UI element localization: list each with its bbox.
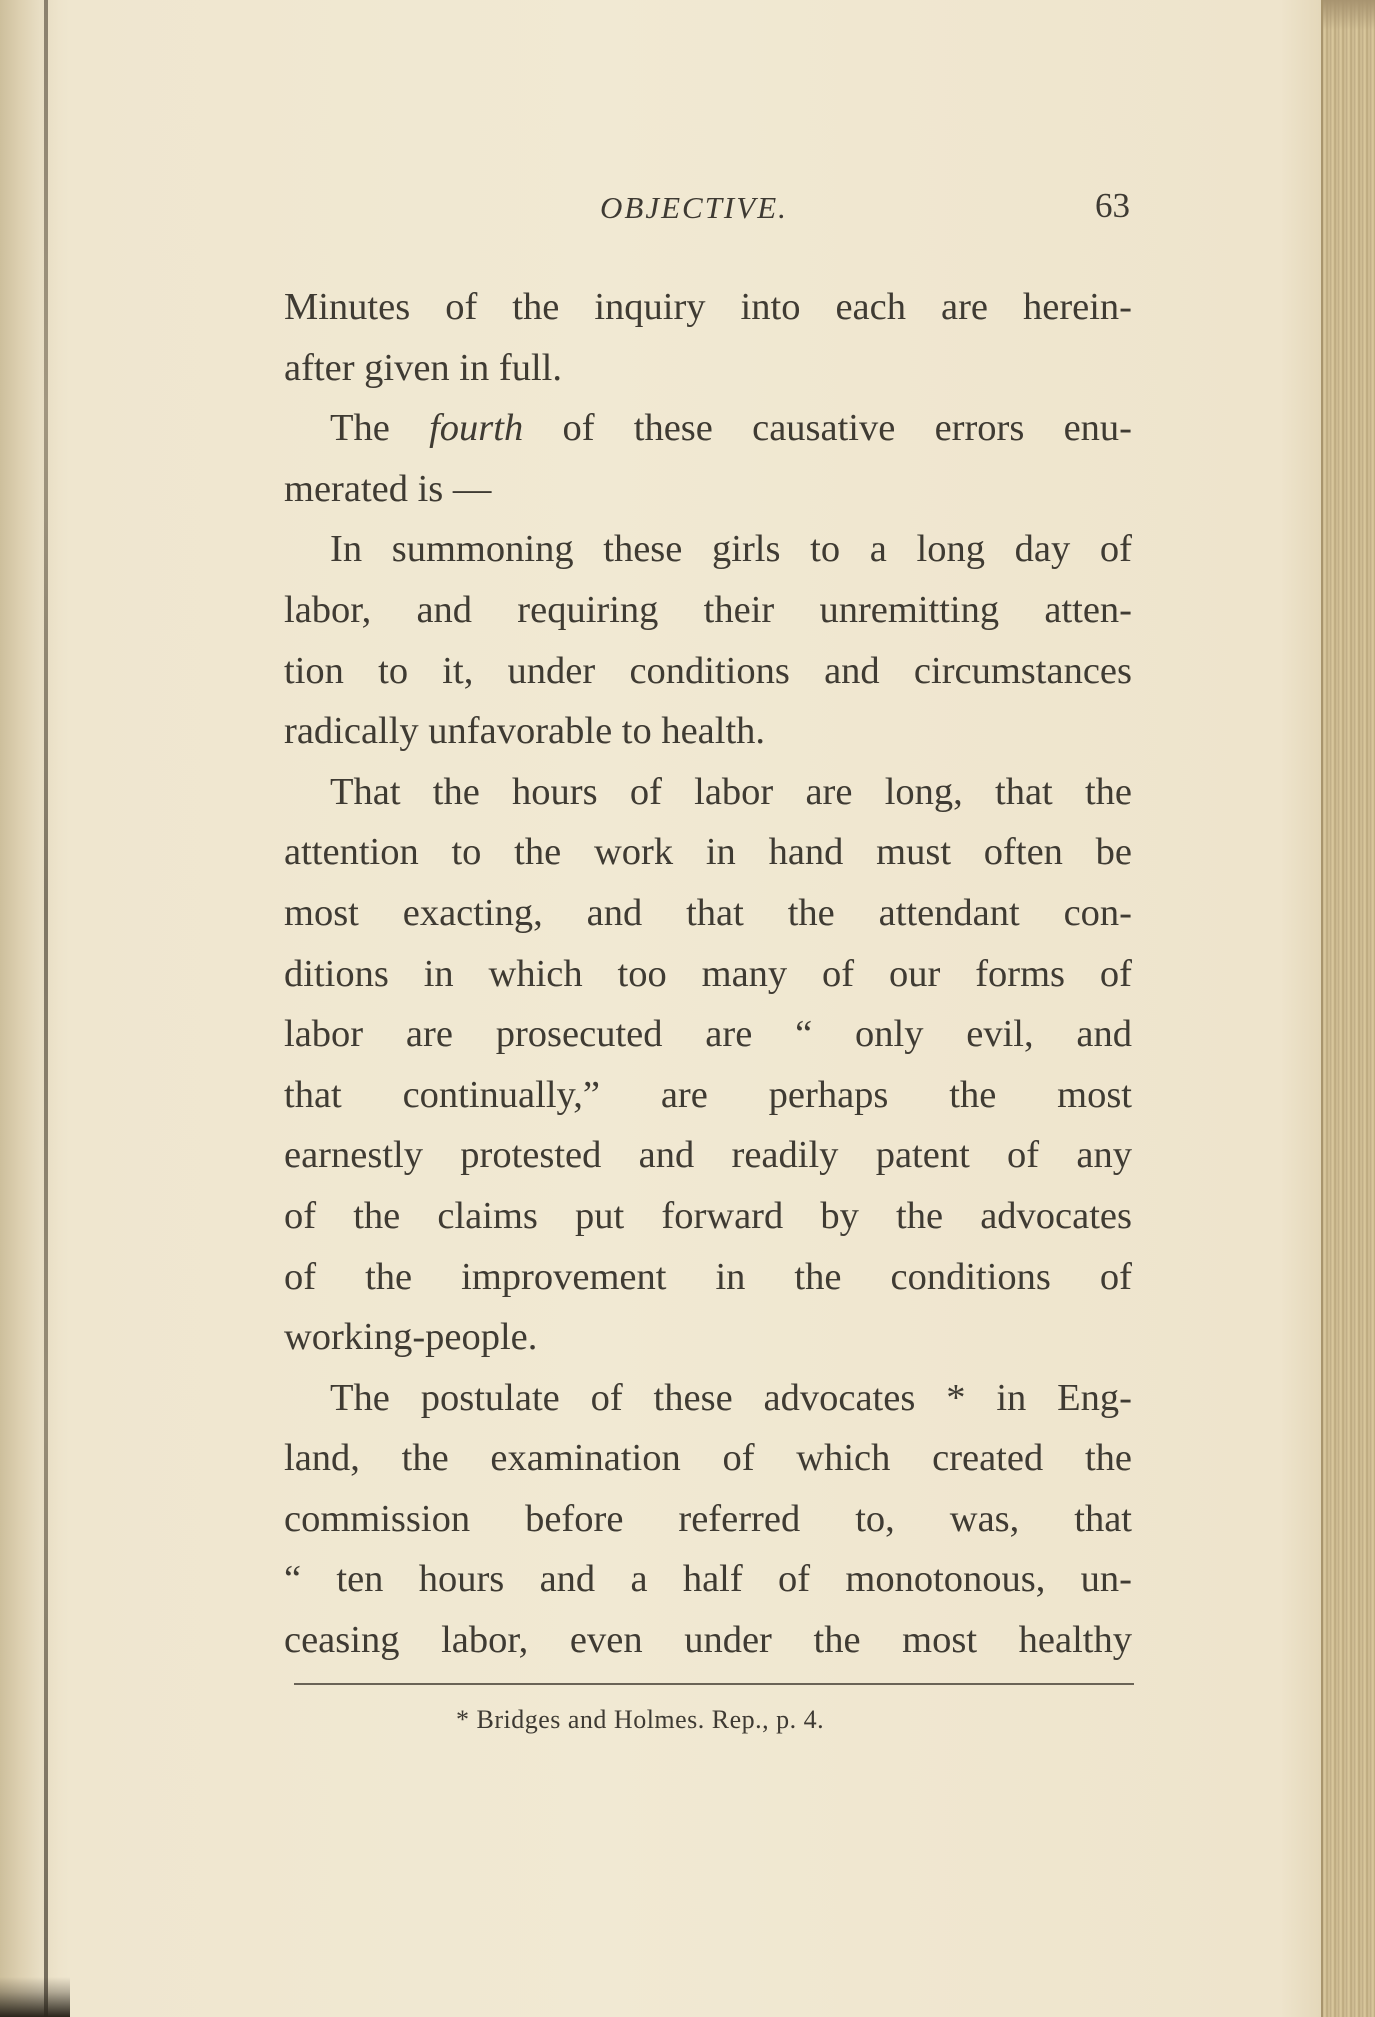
corner-shadow (0, 1977, 70, 2017)
text-line: tion to it, under conditions and circumstances (284, 649, 1132, 692)
text-line: “ ten hours and a half of monotonous, un- (284, 1558, 1132, 1601)
page-number: 63 (1095, 186, 1130, 225)
text-line: ceasing labor, even under the most healthy (284, 1619, 1132, 1662)
page-edges (1321, 0, 1375, 2017)
text-fragment: of these causative errors enu- (562, 407, 1132, 450)
footnote: * Bridges and Holmes. Rep., p. 4. (456, 1705, 825, 1734)
page-edges-shade (1323, 0, 1375, 30)
text-line: In summoning these girls to a long day of (330, 528, 1132, 571)
text-line: that continually,” are perhaps the most (284, 1073, 1132, 1116)
text-line: most exacting, and that the attendant con- (284, 891, 1132, 934)
text-line: The postulate of these advocates * in Eng- (330, 1376, 1132, 1419)
text-line: Minutes of the inquiry into each are herein- (284, 286, 1132, 328)
text-line: after given in full. (284, 346, 562, 389)
text-line: commission before referred to, was, that (284, 1497, 1132, 1540)
text-line: merated is — (284, 467, 492, 510)
running-head: OBJECTIVE. (600, 190, 788, 225)
text-line: working-people. (284, 1316, 538, 1359)
spine-crease (44, 0, 48, 2017)
text-line: of the improvement in the conditions of (284, 1255, 1132, 1298)
text-line: attention to the work in hand must often be (284, 831, 1132, 874)
text-line: That the hours of labor are long, that the (330, 770, 1132, 813)
page-header (280, 186, 1130, 240)
text-line: earnestly protested and readily patent of any (284, 1134, 1132, 1177)
italic-word: fourth (429, 407, 524, 450)
text-line: of the claims put forward by the advocates (284, 1194, 1132, 1237)
body-text (284, 277, 1132, 1671)
text-line (284, 398, 1132, 459)
text-line: land, the examination of which created the (284, 1437, 1132, 1480)
text-fragment: The (330, 407, 430, 450)
text-line: labor are prosecuted are “ only evil, and (284, 1013, 1132, 1056)
text-line: radically unfavorable to health. (284, 710, 766, 753)
text-line: ditions in which too many of our forms of (284, 952, 1132, 995)
spine-shadow (0, 0, 58, 2017)
text-line: labor, and requiring their unremitting atten- (284, 588, 1132, 631)
footnote-rule (294, 1683, 1134, 1685)
